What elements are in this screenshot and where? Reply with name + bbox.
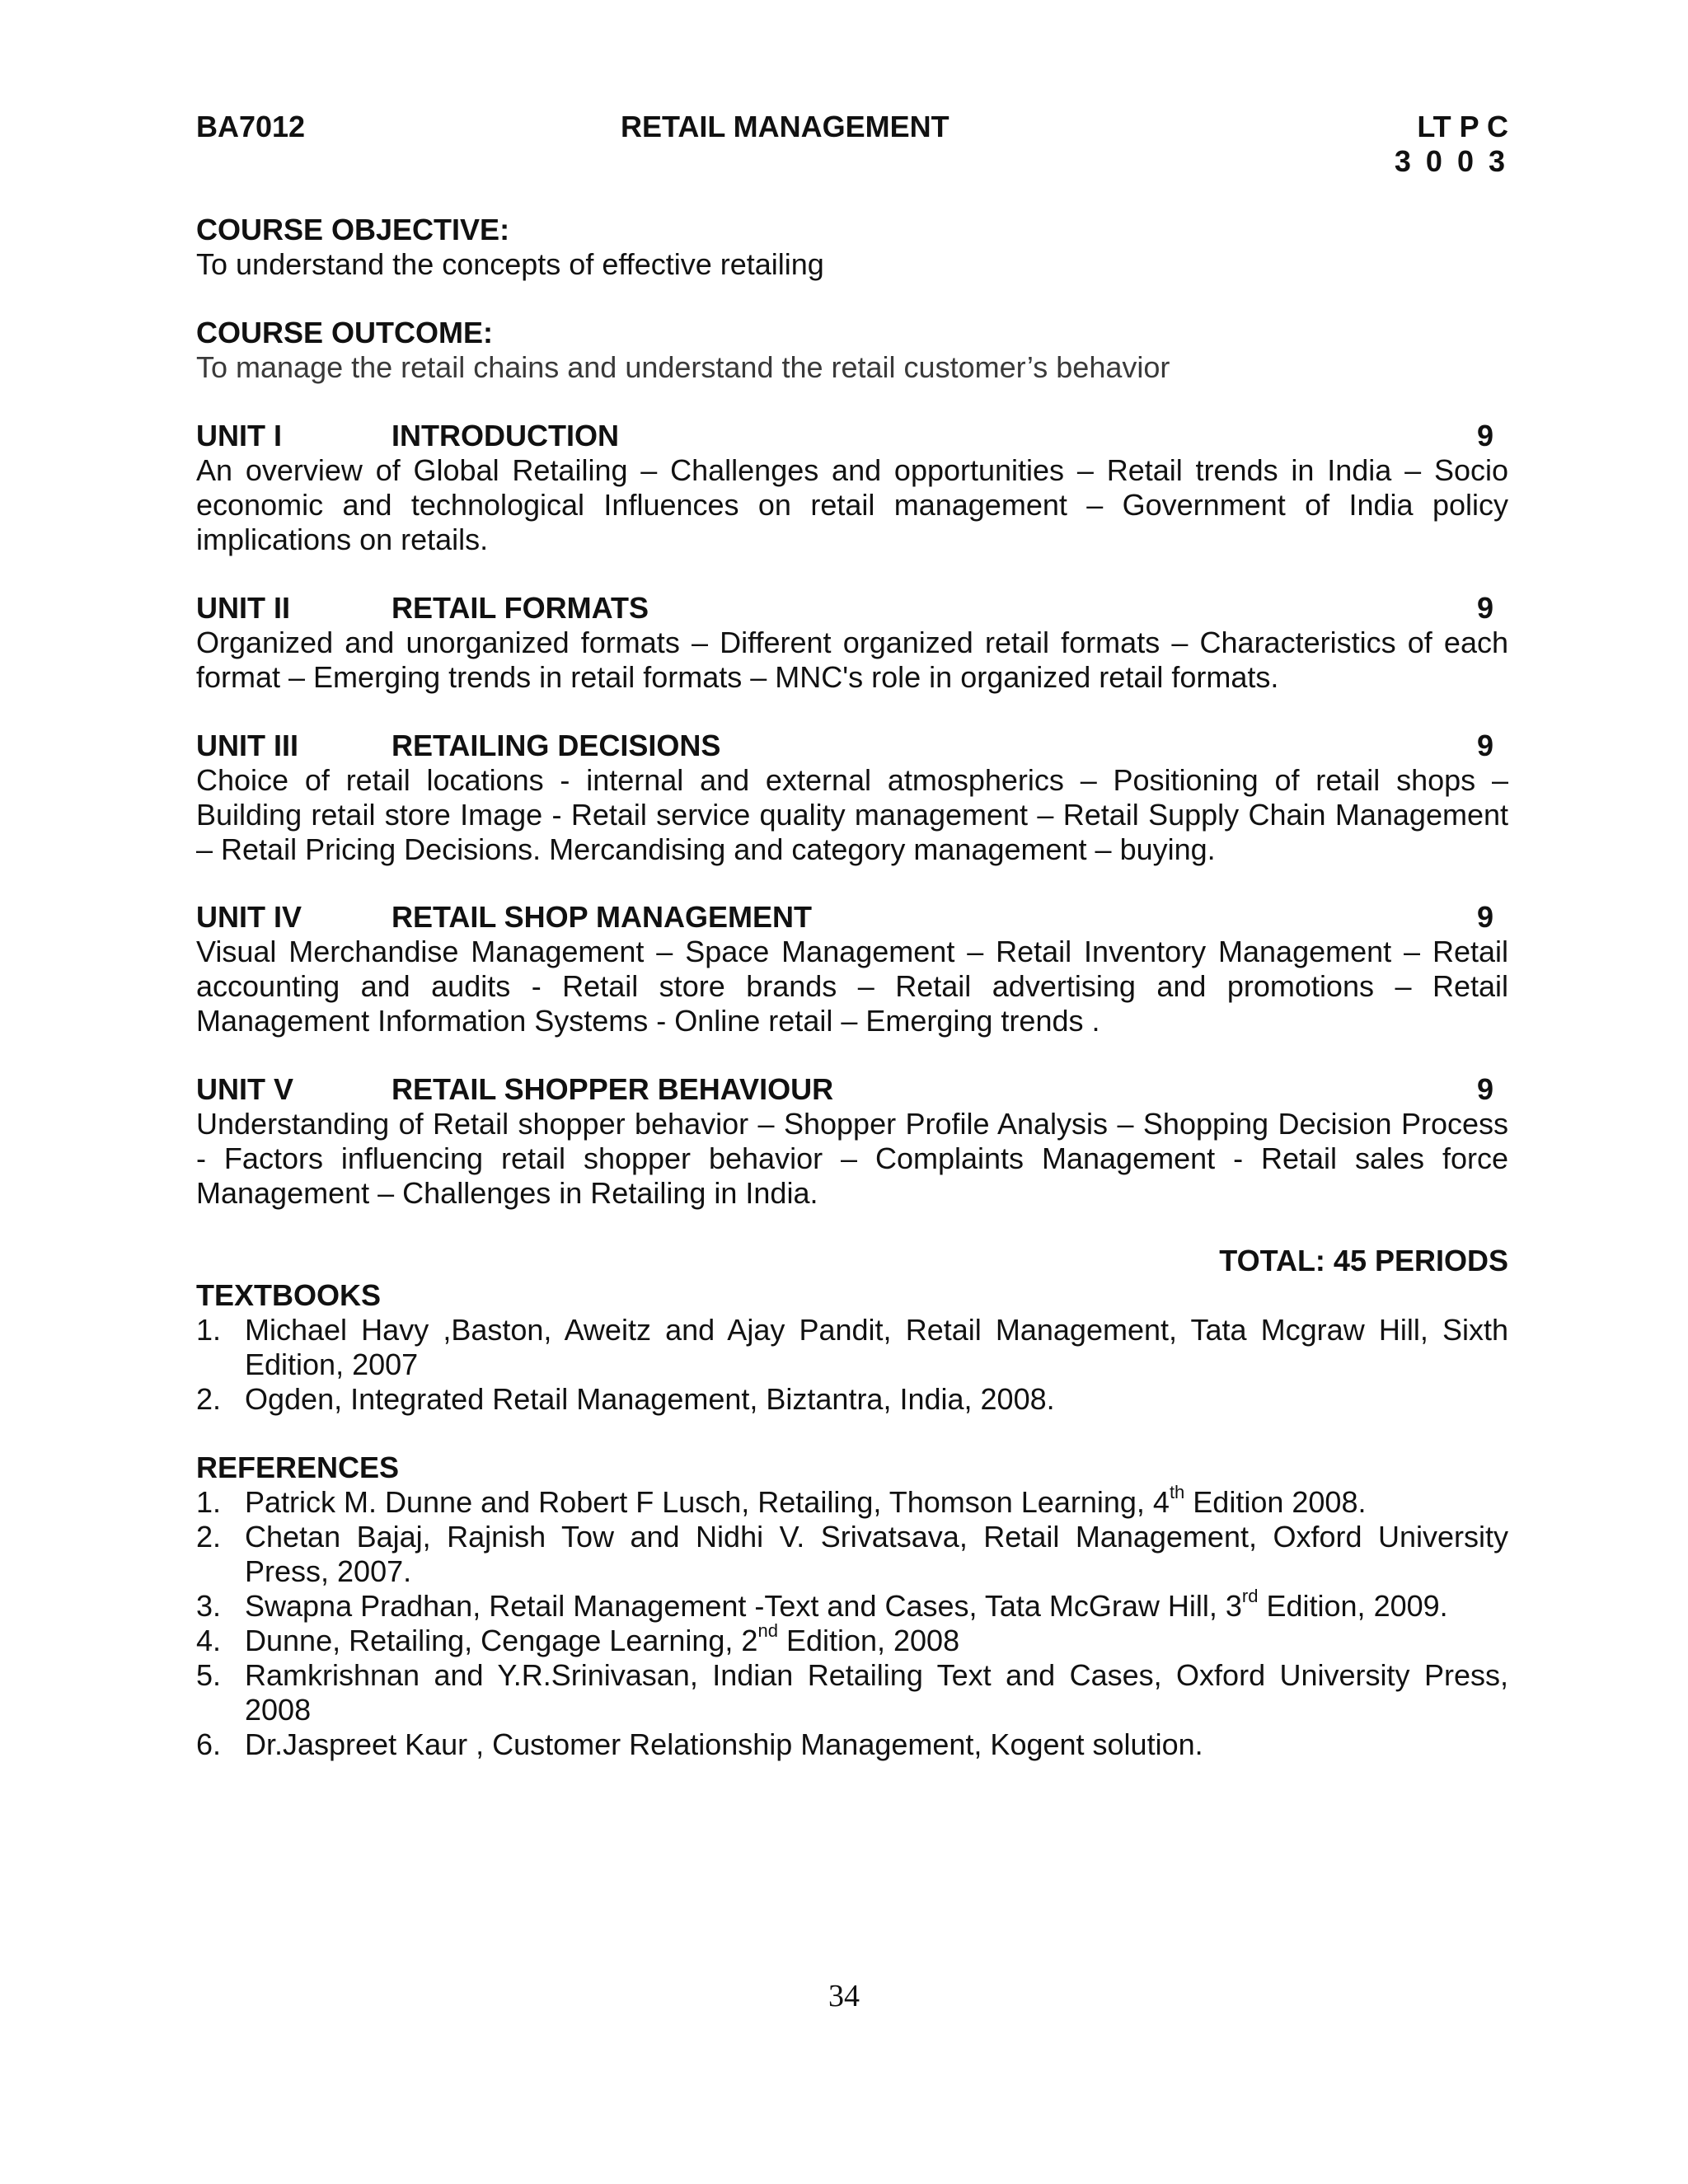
unit-section — [196, 729, 1508, 867]
ltpc-values: 3 0 0 3 — [1394, 144, 1508, 178]
list-item-text: Michael Havy ,Baston, Aweitz and Ajay Pandit, Retail Management, Tata Mcgraw Hill, Sixth Edition, 2007 — [245, 1313, 1508, 1381]
unit-title: INTRODUCTION — [392, 419, 619, 452]
textbooks-section — [196, 1278, 1508, 1417]
list-item-number: 2. — [196, 1520, 222, 1554]
list-item-text-tail: Edition, 2008 — [777, 1624, 960, 1657]
course-outcome-section — [196, 316, 1508, 385]
list-item — [196, 1658, 1508, 1727]
course-objective-heading: COURSE OBJECTIVE: — [196, 213, 510, 246]
unit-hours: 9 — [1476, 1072, 1493, 1106]
list-item — [196, 1586, 1508, 1624]
superscript: rd — [1241, 1586, 1259, 1606]
unit-description: Visual Merchandise Management – Space Management – Retail Inventory Management – Retail accounting and audits - Retail store brands – Retail advertising and promotions – Retail Management Information Systems - Online retail – Emerging trends . — [196, 935, 1508, 1038]
page-number: 34 — [828, 1979, 860, 2013]
unit-description: An overview of Global Retailing – Challenges and opportunities – Retail trends in India – Socio economic and technological Influences on retail management – Government of India policy implications on retails. — [196, 453, 1508, 556]
list-item-number: 3. — [196, 1589, 222, 1623]
unit-number: UNIT III — [196, 729, 298, 762]
list-item-text: Patrick M. Dunne and Robert F Lusch, Retailing, Thomson Learning, 4 — [245, 1485, 1170, 1519]
list-item-number: 4. — [196, 1624, 222, 1657]
list-item-text: Dr.Jaspreet Kaur , Customer Relationship Management, Kogent solution. — [245, 1727, 1203, 1761]
list-item — [196, 1482, 1508, 1520]
ltpc-block — [1395, 110, 1508, 179]
unit-description: Choice of retail locations - internal and external atmospherics – Positioning of retail shops – Building retail store Image - Retail service quality management – Retail Supply Chain Management – Retail Pricing Decisions. Mercandising and category management – buying. — [196, 763, 1508, 866]
textbooks-heading: TEXTBOOKS — [196, 1278, 382, 1312]
unit-heading — [196, 729, 1508, 763]
unit-heading — [196, 419, 1508, 453]
list-item-number: 2. — [196, 1382, 222, 1416]
unit-number: UNIT IV — [196, 900, 302, 934]
unit-description: Organized and unorganized formats – Different organized retail formats – Characteristics of each format – Emerging trends in retail formats – MNC's role in organized retail formats. — [196, 626, 1508, 694]
course-objective-text: To understand the concepts of effective retailing — [196, 247, 824, 281]
list-item-number: 6. — [196, 1727, 222, 1761]
textbooks-list — [196, 1313, 1508, 1417]
list-item — [196, 1313, 1508, 1382]
unit-heading — [196, 1072, 1508, 1107]
references-list — [196, 1482, 1508, 1762]
course-outcome-text: To manage the retail chains and understand the retail customer’s behavior — [196, 350, 1170, 384]
total-periods: TOTAL: 45 PERIODS — [1219, 1244, 1508, 1277]
references-heading: REFERENCES — [196, 1451, 400, 1484]
list-item — [196, 1727, 1508, 1762]
superscript: nd — [757, 1620, 778, 1641]
unit-section — [196, 591, 1508, 695]
unit-hours: 9 — [1476, 419, 1493, 452]
list-item-text-tail: Edition, 2009. — [1258, 1589, 1448, 1623]
list-item — [196, 1382, 1508, 1417]
list-item-number: 1. — [196, 1313, 222, 1347]
course-objective-section — [196, 213, 1508, 282]
list-item-text: Swapna Pradhan, Retail Management -Text and Cases, Tata McGraw Hill, 3 — [245, 1589, 1242, 1623]
course-title: RETAIL MANAGEMENT — [621, 110, 950, 143]
list-item-number: 5. — [196, 1658, 222, 1692]
unit-title: RETAIL FORMATS — [392, 591, 649, 625]
unit-section — [196, 1072, 1508, 1211]
unit-hours: 9 — [1476, 900, 1493, 934]
unit-section — [196, 900, 1508, 1038]
unit-description: Understanding of Retail shopper behavior – Shopper Profile Analysis – Shopping Decision Process - Factors influencing retail shopper behavior – Complaints Management - Retail sales force Management – Challenges in Retailing in India. — [196, 1107, 1508, 1210]
unit-heading — [196, 900, 1508, 935]
unit-title: RETAIL SHOPPER BEHAVIOUR — [392, 1072, 834, 1106]
list-item — [196, 1520, 1508, 1589]
unit-number: UNIT V — [196, 1072, 294, 1106]
ltpc-label: LT P C — [1417, 110, 1508, 143]
unit-title: RETAILING DECISIONS — [392, 729, 721, 762]
unit-number: UNIT I — [196, 419, 282, 452]
list-item-text: Dunne, Retailing, Cengage Learning, 2 — [245, 1624, 758, 1657]
list-item-text: Ogden, Integrated Retail Management, Biztantra, India, 2008. — [245, 1382, 1055, 1416]
course-code: BA7012 — [196, 110, 306, 143]
unit-heading — [196, 591, 1508, 626]
list-item — [196, 1620, 1508, 1658]
unit-hours: 9 — [1476, 729, 1493, 762]
course-header — [196, 110, 1508, 179]
list-item-text: Chetan Bajaj, Rajnish Tow and Nidhi V. Srivatsava, Retail Management, Oxford University Press, 2007. — [245, 1520, 1508, 1588]
list-item-number: 1. — [196, 1485, 222, 1519]
list-item-text-tail: Edition 2008. — [1184, 1485, 1367, 1519]
references-section — [196, 1451, 1508, 1762]
unit-title: RETAIL SHOP MANAGEMENT — [392, 900, 813, 934]
superscript: th — [1169, 1482, 1185, 1502]
unit-number: UNIT II — [196, 591, 290, 625]
course-outcome-heading: COURSE OUTCOME: — [196, 316, 493, 349]
list-item-text: Ramkrishnan and Y.R.Srinivasan, Indian Retailing Text and Cases, Oxford University Press, 2008 — [245, 1658, 1508, 1727]
unit-section — [196, 419, 1508, 557]
unit-hours: 9 — [1476, 591, 1493, 625]
